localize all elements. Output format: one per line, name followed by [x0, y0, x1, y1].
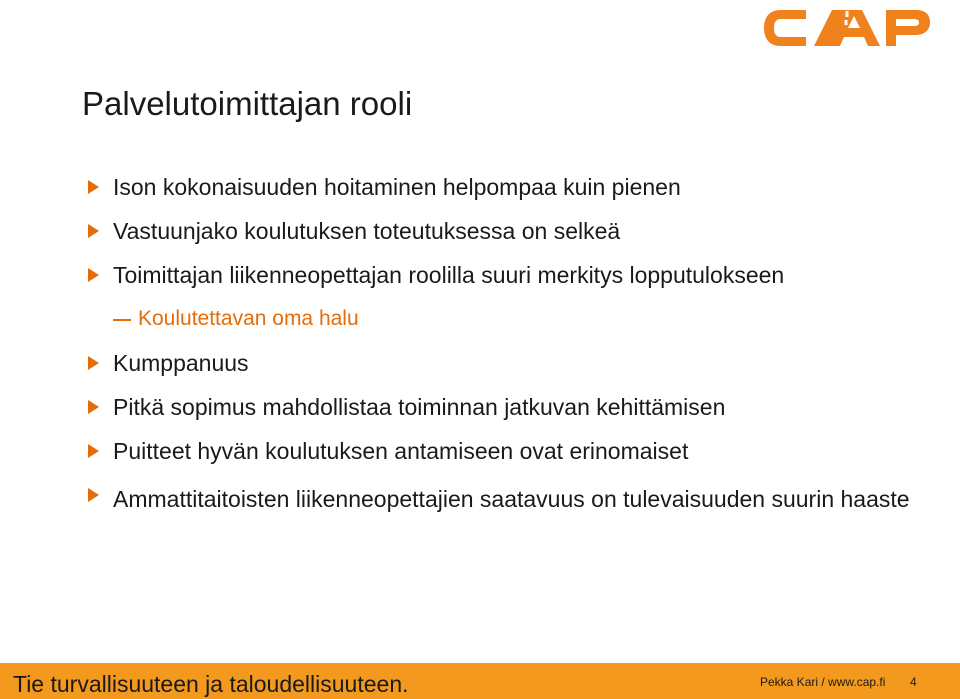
bullet-text: Ison kokonaisuuden hoitaminen helpompaa kuin pienen [113, 174, 681, 200]
bullet-text: Vastuunjako koulutuksen toteutuksessa on selkeä [113, 218, 621, 244]
triangle-right-icon [88, 268, 99, 282]
footer-bar [0, 663, 960, 699]
bullet-text: Pitkä sopimus mahdollistaa toiminnan jatkuvan kehittämisen [113, 394, 726, 420]
bullet-item [86, 216, 926, 246]
triangle-right-icon [88, 400, 99, 414]
bullet-text: Puitteet hyvän koulutuksen antamiseen ovat erinomaiset [113, 438, 689, 464]
bullet-item [86, 436, 926, 466]
footer-author: Pekka Kari / www.cap.fi [760, 675, 886, 689]
slide-title: Palvelutoimittajan rooli [82, 85, 413, 122]
triangle-right-icon [88, 356, 99, 370]
bullet-item [86, 172, 926, 202]
dash-icon [113, 319, 131, 321]
bullet-item [86, 480, 926, 518]
page-number: 4 [910, 675, 917, 689]
bullet-text: Ammattitaitoisten liikenneopettajien saatavuus on tulevaisuuden suurin haaste [113, 486, 910, 512]
bullet-item [86, 392, 926, 422]
sub-bullet-item [86, 304, 926, 334]
footer-motto: Tie turvallisuuteen ja taloudellisuuteen. [13, 671, 409, 697]
bullet-item [86, 260, 926, 290]
triangle-right-icon [88, 180, 99, 194]
triangle-right-icon [88, 444, 99, 458]
bullet-item [86, 348, 926, 378]
triangle-right-icon [88, 488, 99, 502]
cap-logo [762, 6, 932, 50]
triangle-right-icon [88, 224, 99, 238]
bullet-list [86, 172, 926, 532]
bullet-text: Toimittajan liikenneopettajan roolilla suuri merkitys lopputulokseen [113, 262, 785, 288]
sub-bullet-text: Koulutettavan oma halu [138, 307, 359, 330]
bullet-text: Kumppanuus [113, 350, 249, 376]
